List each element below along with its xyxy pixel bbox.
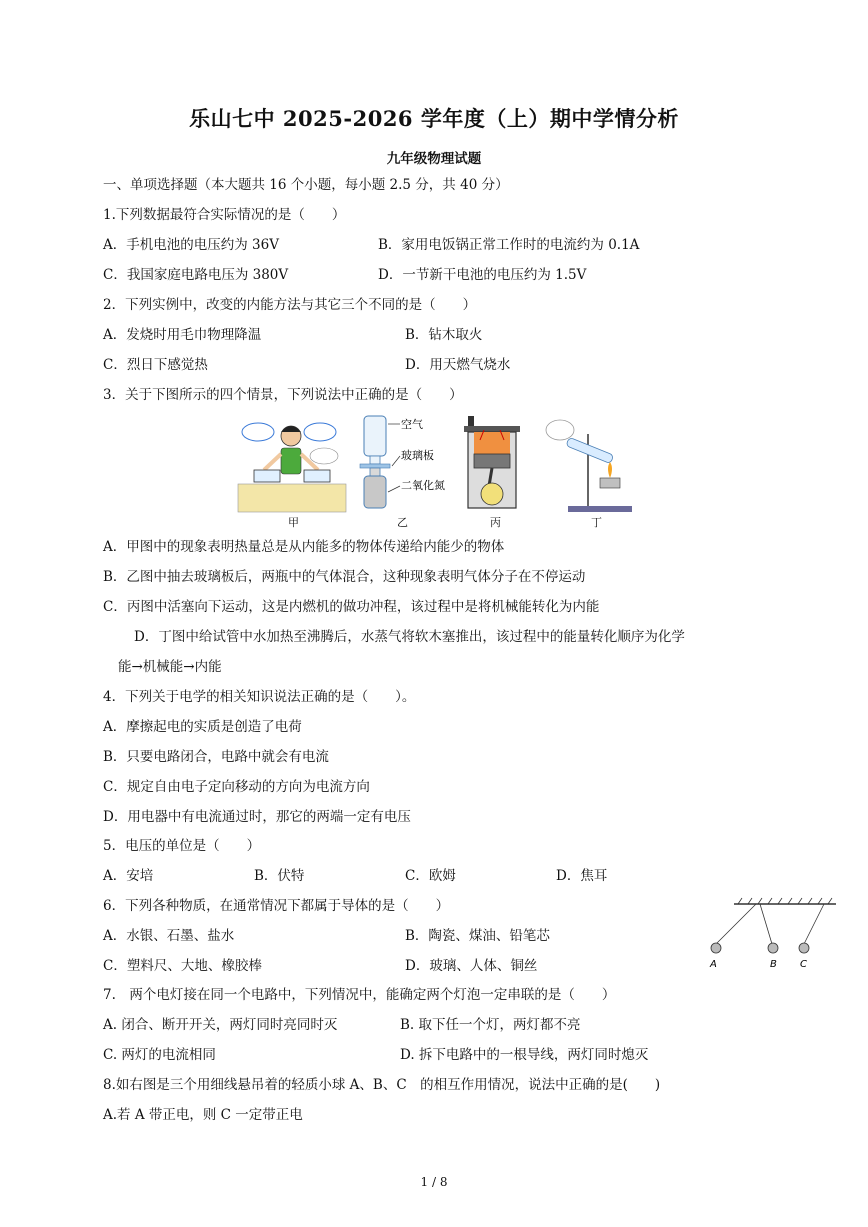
- figure-label-jia: 甲: [288, 516, 299, 529]
- question-2-option-c: C．烈日下感觉热: [103, 357, 208, 373]
- figure-label-ding: 丁: [591, 516, 602, 529]
- figure-bing-engine: [464, 416, 520, 508]
- question-3-option-a: A．甲图中的现象表明热量总是从内能多的物体传递给内能少的物体: [103, 539, 505, 555]
- question-7-option-d: D. 拆下电路中的一根导线，两灯同时熄灭: [400, 1047, 649, 1063]
- question-1-option-d: D．一节新干电池的电压约为 1.5V: [378, 267, 587, 283]
- question-4-stem: 4．下列关于电学的相关知识说法正确的是（ ）。: [103, 689, 416, 705]
- question-8-option-a: A.若 A 带正电，则 C 一定带正电: [103, 1107, 303, 1123]
- section-heading: 一、单项选择题（本大题共 16 个小题，每小题 2.5 分，共 40 分）: [103, 177, 509, 193]
- question-3-option-c: C．丙图中活塞向下运动，这是内燃机的做功冲程，该过程中是将机械能转化为内能: [103, 599, 600, 615]
- question-7-stem: 7. 两个电灯接在同一个电路中，下列情况中，能确定两个灯泡一定串联的是（ ）: [103, 987, 616, 1003]
- ball-label-b: B: [770, 959, 777, 970]
- question-3-stem: 3．关于下图所示的四个情景，下列说法中正确的是（ ）: [103, 387, 463, 403]
- hanging-balls-figure: [704, 896, 840, 972]
- question-6-option-c: C．塑料尺、大地、橡胶棒: [103, 958, 262, 974]
- label-glass: 玻璃板: [401, 449, 434, 462]
- question-6-stem: 6．下列各种物质，在通常情况下都属于导体的是（ ）: [103, 898, 450, 914]
- question-1-option-b: B．家用电饭锅正常工作时的电流约为 0.1A: [378, 237, 640, 253]
- question-8-stem: 8.如右图是三个用细线悬吊着的轻质小球 A、B、C 的相互作用情况，说法中正确的是( ): [103, 1077, 661, 1093]
- exam-title: 乐山七中 2025-2026 学年度（上）期中学情分析: [189, 106, 679, 131]
- question-7-option-b: B. 取下任一个灯，两灯都不亮: [400, 1017, 581, 1033]
- question-5-option-a: A．安培: [103, 868, 154, 884]
- question-3-figures: [236, 412, 636, 514]
- page-number: 1 / 8: [420, 1175, 448, 1189]
- question-3-option-d: D．丁图中给试管中水加热至沸腾后，水蒸气将软木塞推出，该过程中的能量转化顺序为化学: [134, 629, 685, 645]
- ball-label-c: C: [800, 959, 807, 970]
- figure-jia-illustration: [238, 423, 346, 512]
- question-6-option-d: D．玻璃、人体、铜丝: [405, 958, 538, 974]
- figure-label-bing: 丙: [490, 516, 501, 529]
- question-6-option-a: A．水银、石墨、盐水: [103, 928, 235, 944]
- question-1-stem: 1.下列数据最符合实际情况的是（ ）: [103, 207, 346, 223]
- question-2-option-b: B．钻木取火: [405, 327, 483, 343]
- ball-label-a: A: [710, 959, 717, 970]
- question-1-option-a: A．手机电池的电压约为 36V: [103, 237, 279, 253]
- figure-label-yi: 乙: [397, 516, 408, 529]
- question-3-option-b: B．乙图中抽去玻璃板后，两瓶中的气体混合，这种现象表明气体分子在不停运动: [103, 569, 586, 585]
- ball-c: [799, 943, 809, 953]
- label-no2: 二氧化氮: [401, 479, 445, 492]
- question-7-option-c: C. 两灯的电流相同: [103, 1047, 216, 1063]
- question-2-stem: 2．下列实例中，改变的内能方法与其它三个不同的是（ ）: [103, 297, 477, 313]
- question-4-option-a: A．摩擦起电的实质是创造了电荷: [103, 719, 302, 735]
- question-4-option-b: B．只要电路闭合，电路中就会有电流: [103, 749, 329, 765]
- question-4-option-c: C．规定自由电子定向移动的方向为电流方向: [103, 779, 370, 795]
- question-2-option-a: A．发烧时用毛巾物理降温: [103, 327, 262, 343]
- question-5-stem: 5．电压的单位是（ ）: [103, 838, 261, 854]
- question-7-option-a: A. 闭合、断开开关，两灯同时亮同时灭: [103, 1017, 338, 1033]
- figure-yi-bottles: [360, 416, 445, 508]
- ball-a: [711, 943, 721, 953]
- question-2-option-d: D．用天燃气烧水: [405, 357, 511, 373]
- label-air: 空气: [401, 418, 423, 431]
- question-4-option-d: D．用电器中有电流通过时，那它的两端一定有电压: [103, 809, 411, 825]
- question-1-option-c: C．我国家庭电路电压为 380V: [103, 267, 289, 283]
- exam-subtitle: 九年级物理试题: [386, 151, 482, 167]
- question-5-option-b: B．伏特: [254, 868, 305, 884]
- question-3-option-d-cont: 能→机械能→内能: [118, 659, 222, 675]
- figure-ding-test-tube: [546, 420, 632, 512]
- question-5-option-c: C．欧姆: [405, 868, 456, 884]
- ball-b: [768, 943, 778, 953]
- question-6-option-b: B．陶瓷、煤油、铅笔芯: [405, 928, 550, 944]
- question-5-option-d: D．焦耳: [556, 868, 608, 884]
